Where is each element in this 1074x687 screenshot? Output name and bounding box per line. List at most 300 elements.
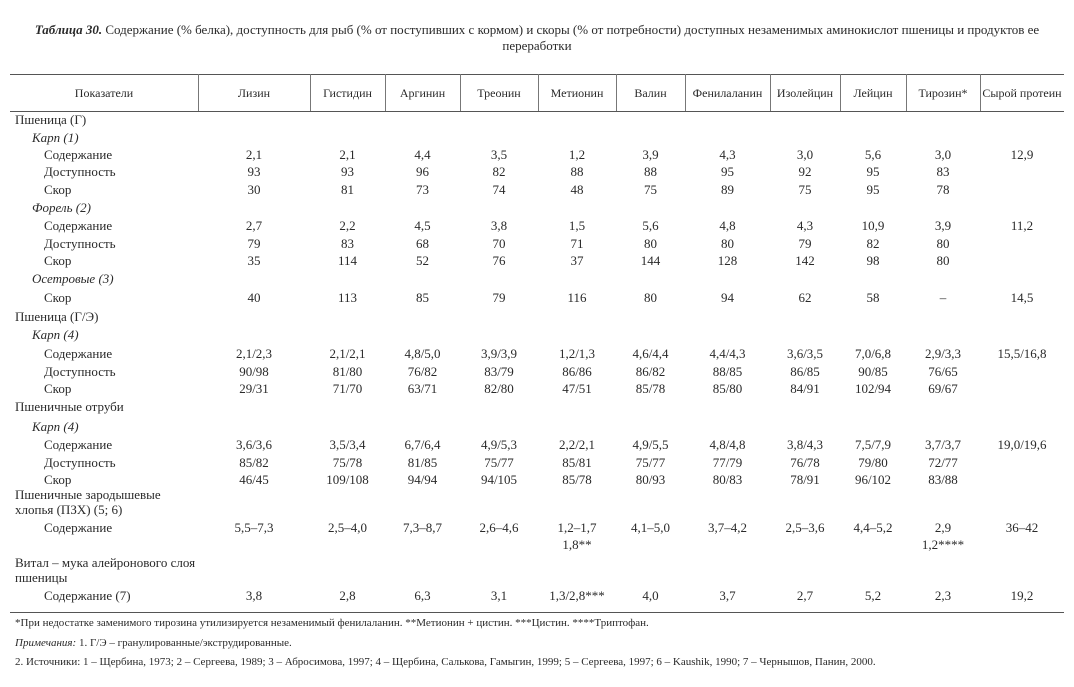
species-label: Осетровые (3) [32, 271, 114, 286]
column-separator [906, 74, 907, 111]
table-cell [538, 146, 616, 163]
table-cell [538, 380, 616, 397]
table-cell [770, 519, 840, 536]
table-cell [460, 217, 538, 234]
cell-value: 3,7–4,2 [708, 520, 747, 535]
cell-value: 3,6/3,6 [235, 437, 273, 452]
table-cell [770, 587, 840, 604]
table-cell [980, 587, 1064, 604]
table-cell [460, 380, 538, 397]
cell-value: 2,2/2,1 [558, 437, 596, 452]
table-cell [616, 363, 685, 380]
cell-value: 85/81 [562, 455, 592, 470]
table-cell [310, 289, 385, 306]
cell-value: 6,7/6,4 [404, 437, 441, 452]
table-cell [385, 345, 460, 362]
cell-value: 2,6–4,6 [479, 520, 519, 535]
cell-value: 19,0/19,6 [997, 437, 1047, 452]
cell-value: 5,5–7,3 [234, 520, 274, 535]
cell-value: 83/79 [484, 364, 514, 379]
cell-value: 62 [798, 290, 812, 305]
cell-value: 37 [570, 253, 584, 268]
table-cell [980, 217, 1064, 234]
cell-value: 7,5/7,9 [854, 437, 892, 452]
table-cell [685, 181, 770, 198]
cell-value: 80 [936, 236, 950, 251]
cell-value: 2,5–4,0 [328, 520, 367, 535]
table-cell [310, 235, 385, 252]
table-cell [460, 587, 538, 604]
cell-value: 30 [247, 182, 261, 197]
cell-subvalue: 1,2**** [921, 537, 965, 552]
table-cell [770, 436, 840, 453]
table-cell [616, 471, 685, 488]
table-cell [385, 217, 460, 234]
column-header-8: Изолейцин [776, 85, 834, 100]
table-row [0, 487, 1074, 517]
table-cell [980, 289, 1064, 306]
table-cell [198, 181, 310, 198]
column-header-9: Лейцин [853, 85, 893, 100]
cell-value: 15,5/16,8 [997, 346, 1047, 361]
table-bottom-rule [10, 612, 1064, 613]
cell-value: 2,2 [339, 218, 356, 233]
table-cell [906, 289, 980, 306]
table-cell [906, 363, 980, 380]
table-cell [198, 363, 310, 380]
cell-value: 71/70 [332, 381, 363, 396]
table-cell [770, 252, 840, 269]
cell-value: 4,9/5,3 [480, 437, 518, 452]
cell-value: 3,7/3,7 [924, 437, 962, 452]
table-cell [385, 587, 460, 604]
table-row [0, 380, 1074, 397]
table-cell [538, 181, 616, 198]
cell-value: 86/85 [790, 364, 820, 379]
cell-value: 4,6/4,4 [632, 346, 669, 361]
cell-value: 142 [795, 253, 815, 268]
table-cell [310, 181, 385, 198]
column-header-5: Метионин [550, 85, 604, 100]
table-row [0, 163, 1074, 180]
table-cell [385, 454, 460, 471]
cell-value: 11,2 [1010, 218, 1034, 233]
cell-value: 80/83 [712, 472, 743, 487]
table-cell [685, 146, 770, 163]
table-cell [460, 146, 538, 163]
column-header-0: Показатели [74, 85, 134, 100]
table-cell [460, 252, 538, 269]
cell-value: 95 [866, 182, 880, 197]
cell-value: 79/80 [858, 455, 888, 470]
cell-value: 84/91 [790, 381, 820, 396]
indicator-label: Доступность [44, 164, 116, 179]
table-cell [198, 436, 310, 453]
table-cell [840, 454, 906, 471]
table-cell [906, 217, 980, 234]
table-row [0, 252, 1074, 269]
cell-value: 80 [936, 253, 950, 268]
cell-value: 116 [567, 290, 587, 305]
table-cell [906, 181, 980, 198]
indicator-label: Доступность [44, 236, 116, 251]
cell-value: 3,9 [642, 147, 659, 162]
cell-value: 76/78 [790, 455, 820, 470]
table-cell [538, 363, 616, 380]
column-header-6: Валин [634, 85, 667, 100]
cell-value: 88 [644, 164, 657, 179]
cell-value: 81/80 [332, 364, 363, 379]
cell-value: 2,1 [339, 147, 356, 162]
table-cell [770, 217, 840, 234]
cell-value: 75 [644, 182, 657, 197]
cell-value: 81 [341, 182, 354, 197]
cell-value: 2,7 [245, 218, 263, 233]
table-row [0, 587, 1074, 604]
table-cell [980, 345, 1064, 362]
cell-value: 144 [640, 253, 661, 268]
table-cell [840, 345, 906, 362]
cell-value: 36–42 [1005, 520, 1039, 535]
column-header-1: Лизин [237, 85, 271, 100]
table-cell [906, 519, 980, 553]
cell-value: 81/85 [407, 455, 438, 470]
cell-value: 82 [492, 164, 506, 179]
table-cell [385, 181, 460, 198]
table-cell [685, 454, 770, 471]
cell-value: 95 [866, 164, 880, 179]
cell-value: 4,3 [719, 147, 736, 162]
table-cell [310, 252, 385, 269]
table-cell [906, 454, 980, 471]
note-1-text: 1. Г/Э – гранулированные/экструдированные. [76, 637, 292, 649]
table-cell [616, 454, 685, 471]
table-cell [310, 380, 385, 397]
cell-value: 47/51 [562, 381, 592, 396]
column-separator [685, 74, 686, 111]
cell-value: 88 [570, 164, 584, 179]
table-cell [198, 163, 310, 180]
cell-value: 4,8 [719, 218, 736, 233]
cell-value: 76 [492, 253, 506, 268]
group-label: Пшеница (Г) [15, 112, 87, 127]
table-cell [685, 363, 770, 380]
group-label: Пшеничные отруби [15, 399, 124, 414]
table-cell [840, 436, 906, 453]
cell-value: 93 [247, 164, 261, 179]
cell-value: 73 [416, 182, 429, 197]
cell-value: 5,2 [864, 588, 882, 603]
cell-value: 113 [337, 290, 358, 305]
indicator-label: Скор [44, 290, 72, 305]
cell-value: 3,9 [934, 218, 952, 233]
indicator-label: Содержание [44, 147, 113, 162]
indicator-label: Скор [44, 472, 72, 487]
table-cell [310, 471, 385, 488]
indicator-label: Скор [44, 253, 72, 268]
table-cell [770, 163, 840, 180]
table-cell [460, 436, 538, 453]
table-row [0, 519, 1074, 553]
table-row [0, 181, 1074, 198]
table-cell [840, 471, 906, 488]
column-separator [385, 74, 386, 111]
table-row [0, 146, 1074, 163]
indicator-label: Содержание [44, 218, 113, 233]
cell-value: 4,5 [414, 218, 431, 233]
table-cell [770, 454, 840, 471]
group-label: Пшеница (Г/Э) [15, 309, 99, 324]
cell-value: 95 [721, 164, 734, 179]
table-cell [906, 587, 980, 604]
cell-value: 3,8 [245, 588, 263, 603]
cell-value: 96 [416, 164, 429, 179]
column-header-7: Фенилаланин [692, 85, 763, 100]
cell-value: 74 [492, 182, 506, 197]
column-header-10: Тирозин* [918, 85, 968, 100]
table-cell [460, 181, 538, 198]
indicator-label: Доступность [44, 455, 116, 470]
cell-value: 79 [247, 236, 261, 251]
table-cell [198, 519, 310, 536]
table-cell [460, 519, 538, 536]
table-row [0, 471, 1074, 488]
table-cell [840, 235, 906, 252]
table-cell [616, 252, 685, 269]
table-cell [385, 252, 460, 269]
cell-value: 4,4 [414, 147, 431, 162]
cell-value: 82 [866, 236, 880, 251]
cell-value: 82/80 [484, 381, 514, 396]
cell-value: 4,8/5,0 [404, 346, 441, 361]
table-cell [198, 235, 310, 252]
indicator-label: Содержание [44, 520, 113, 535]
table-cell [460, 454, 538, 471]
cell-value: 80 [644, 290, 657, 305]
table-cell [770, 345, 840, 362]
cell-value: 70 [492, 236, 506, 251]
column-separator [770, 74, 771, 111]
table-cell [616, 345, 685, 362]
cell-value: 92 [798, 164, 812, 179]
table-cell [840, 289, 906, 306]
cell-value: 3,8/4,3 [786, 437, 824, 452]
cell-value: 78/91 [790, 472, 820, 487]
table-cell [840, 380, 906, 397]
table-cell [770, 289, 840, 306]
cell-value: 2,1/2,3 [235, 346, 273, 361]
table-cell [616, 289, 685, 306]
table-cell [616, 380, 685, 397]
table-cell [385, 289, 460, 306]
cell-value: 40 [247, 290, 261, 305]
table-cell [616, 519, 685, 536]
indicator-label: Доступность [44, 364, 116, 379]
table-cell [385, 163, 460, 180]
table-cell [198, 252, 310, 269]
cell-value: 19,2 [1010, 588, 1034, 603]
column-separator [460, 74, 461, 111]
cell-value: 1,2/1,3 [558, 346, 596, 361]
table-cell [198, 587, 310, 604]
caption-text: Содержание (% белка), доступность для рыб (% от поступивших с кормом) и скоры (% от потребности) доступных незаменимых аминокислот пшеницы и продуктов ее переработки [102, 22, 1040, 53]
table-cell [310, 217, 385, 234]
cell-value: 63/71 [407, 381, 438, 396]
table-cell [616, 146, 685, 163]
cell-value: 2,1 [245, 147, 263, 162]
column-separator [616, 74, 617, 111]
table-cell [616, 163, 685, 180]
table-cell [770, 181, 840, 198]
table-cell [538, 217, 616, 234]
table-row [0, 308, 1074, 325]
table-cell [616, 217, 685, 234]
table-cell [906, 436, 980, 453]
column-separator [198, 74, 199, 111]
table-cell [906, 235, 980, 252]
cell-value: 83 [936, 164, 950, 179]
cell-value: – [939, 290, 947, 305]
cell-value: 96/102 [854, 472, 892, 487]
table-cell [385, 519, 460, 536]
cell-value: 79 [492, 290, 506, 305]
cell-value: 75/78 [332, 455, 363, 470]
cell-value: 75 [798, 182, 812, 197]
table-cell [310, 519, 385, 536]
table-cell [770, 471, 840, 488]
cell-value: 109/108 [326, 472, 369, 487]
table-cell [538, 345, 616, 362]
table-cell [538, 454, 616, 471]
table-cell [906, 146, 980, 163]
table-row [0, 555, 1074, 585]
cell-value: 52 [416, 253, 429, 268]
caption-lead: Таблица 30. [34, 22, 103, 37]
table-row [0, 398, 1074, 415]
table-row [0, 418, 1074, 435]
cell-value: 93 [341, 164, 354, 179]
cell-value: 71 [570, 236, 584, 251]
column-header-2: Гистидин [323, 85, 372, 100]
column-header-11: Сырой протеин [982, 85, 1062, 100]
cell-value: 85/80 [712, 381, 743, 396]
table-cell [538, 163, 616, 180]
cell-value: 1,3/2,8*** [549, 588, 605, 603]
note-label: Примечания: [15, 637, 77, 649]
cell-value: 76/65 [928, 364, 958, 379]
cell-value: 80/93 [635, 472, 666, 487]
table-cell [460, 163, 538, 180]
table-cell [840, 252, 906, 269]
cell-value: 85/78 [562, 472, 592, 487]
cell-value: 78 [936, 182, 950, 197]
cell-value: 102/94 [854, 381, 892, 396]
table-cell [538, 235, 616, 252]
cell-value: 3,1 [490, 588, 508, 603]
table-cell [310, 436, 385, 453]
table-cell [685, 235, 770, 252]
table-cell [460, 471, 538, 488]
cell-value: 2,3 [934, 588, 952, 603]
cell-value: 2,5–3,6 [785, 520, 825, 535]
cell-value: 3,5/3,4 [329, 437, 366, 452]
column-separator [538, 74, 539, 111]
table-row [0, 326, 1074, 343]
cell-value: 12,9 [1010, 147, 1034, 162]
species-label: Карп (4) [32, 419, 79, 434]
table-row [0, 235, 1074, 252]
table-cell [460, 345, 538, 362]
table-cell [385, 471, 460, 488]
table-cell [310, 163, 385, 180]
cell-value: 4,4/4,3 [709, 346, 746, 361]
table-cell [310, 146, 385, 163]
species-label: Карп (1) [32, 130, 79, 145]
table-cell [460, 363, 538, 380]
cell-value: 58 [866, 290, 880, 305]
table-cell [685, 380, 770, 397]
table-cell [385, 363, 460, 380]
cell-value: 83/88 [928, 472, 958, 487]
cell-value: 89 [721, 182, 734, 197]
table-cell [840, 363, 906, 380]
cell-value: 83 [341, 236, 354, 251]
table-cell [198, 289, 310, 306]
species-label: Карп (4) [32, 327, 79, 342]
cell-value: 94/105 [480, 472, 518, 487]
cell-value: 4,9/5,5 [632, 437, 669, 452]
cell-value: 90/98 [239, 364, 269, 379]
column-separator [980, 74, 981, 111]
cell-value: 114 [337, 253, 358, 268]
table-cell [906, 345, 980, 362]
cell-value: 4,1–5,0 [631, 520, 670, 535]
table-cell [685, 289, 770, 306]
table-cell [770, 235, 840, 252]
table-cell [685, 519, 770, 536]
table-cell [980, 519, 1064, 536]
cell-value: 76/82 [407, 364, 438, 379]
table-cell [198, 471, 310, 488]
table-cell [538, 587, 616, 604]
table-cell [198, 146, 310, 163]
table-cell [685, 252, 770, 269]
cell-value: 90/85 [858, 364, 888, 379]
table-cell [840, 217, 906, 234]
table-cell [906, 380, 980, 397]
footnote-asterisks: *При недостатке заменимого тирозина утилизируется незаменимый фенилаланин. **Метионин + цистин. ***Цистин. ****Триптофан. [15, 617, 649, 629]
cell-value: 46/45 [239, 472, 269, 487]
cell-value: 3,7 [719, 588, 736, 603]
cell-value: 128 [717, 253, 738, 268]
group-label: Пшеничные зародышевые хлопья (ПЗХ) (5; 6) [15, 487, 161, 517]
cell-value: 5,6 [642, 218, 659, 233]
cell-value: 1,2 [568, 147, 586, 162]
column-header-3: Аргинин [399, 85, 446, 100]
indicator-label: Скор [44, 182, 72, 197]
cell-value: 2,8 [339, 588, 356, 603]
column-header-4: Треонин [477, 85, 521, 100]
cell-value: 2,9/3,3 [924, 346, 962, 361]
species-label: Форель (2) [32, 200, 91, 215]
table-cell [840, 163, 906, 180]
cell-value: 2,7 [796, 588, 814, 603]
column-separator [840, 74, 841, 111]
table-cell [385, 380, 460, 397]
cell-value: 86/86 [562, 364, 592, 379]
table-cell [840, 146, 906, 163]
indicator-label: Содержание (7) [44, 588, 131, 603]
